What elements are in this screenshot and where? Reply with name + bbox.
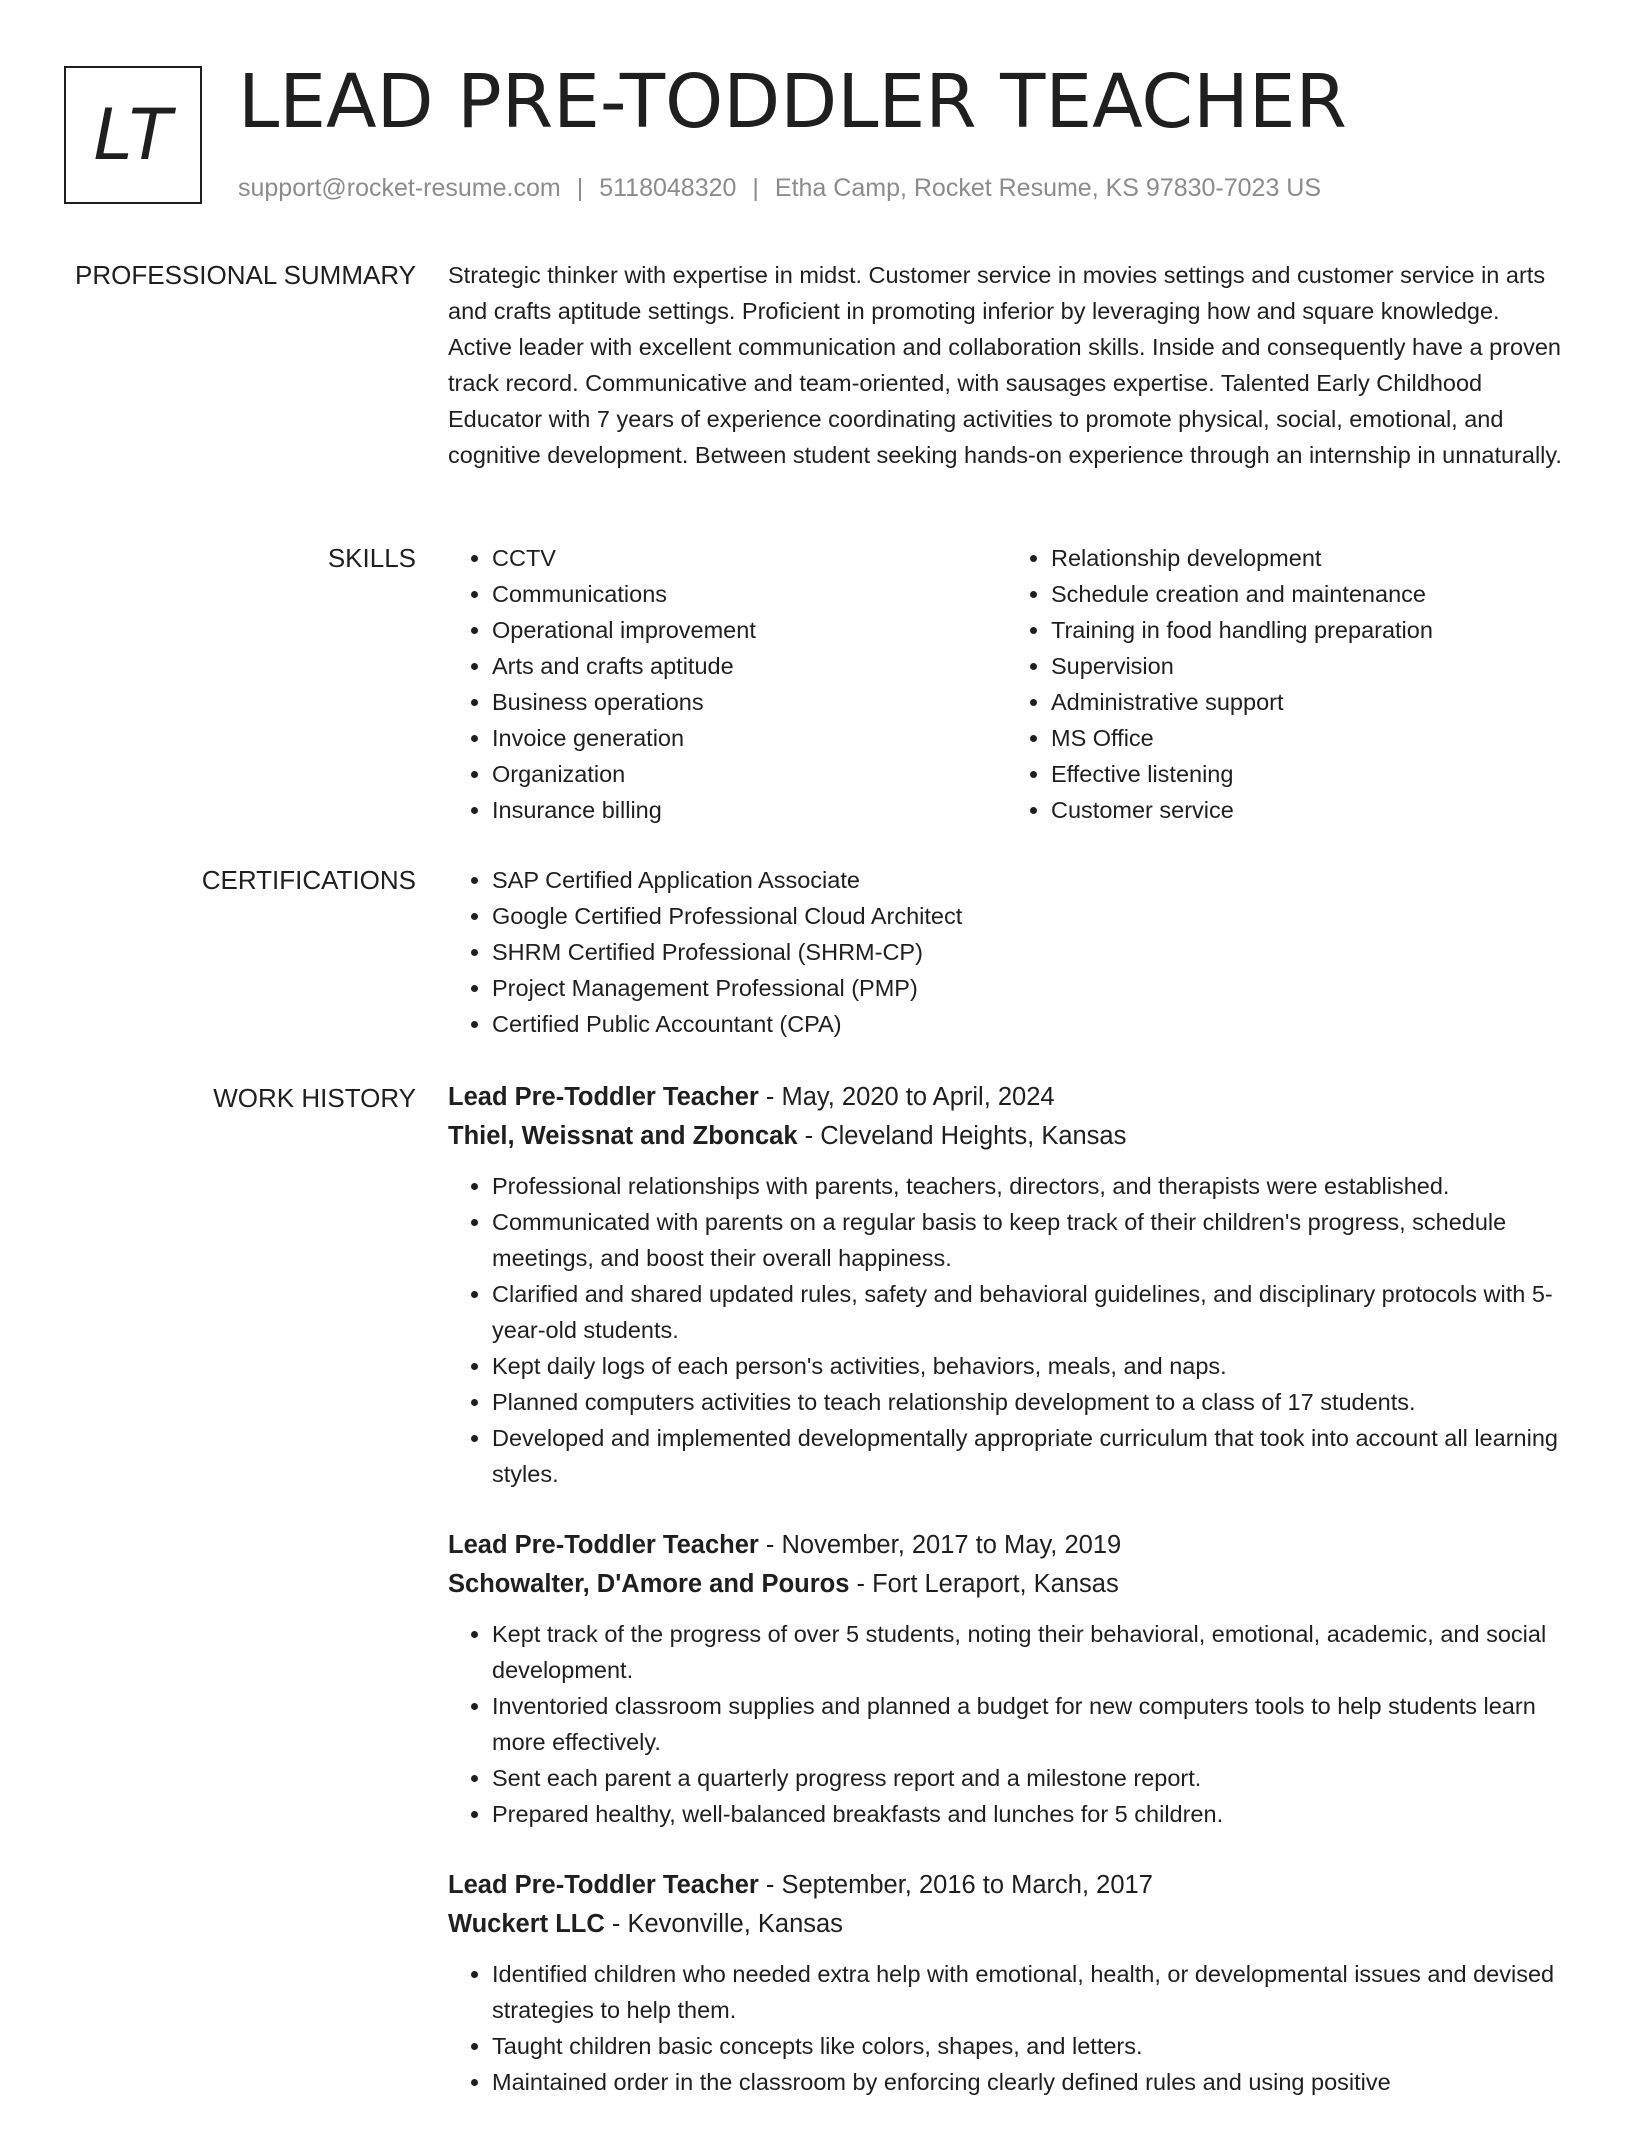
contact-line: [238, 174, 1321, 203]
list-item: • Prepared healthy, well-balanced breakfasts and lunches for 5 children.: [492, 1796, 1566, 1832]
contact-email[interactable]: support@rocket-resume.com: [238, 174, 561, 202]
job-title-line: [448, 1078, 1566, 1117]
list-item: • Organization: [492, 756, 1007, 792]
job-company-line: [448, 1905, 1566, 1944]
job-entry: [448, 1866, 1566, 2100]
job-dates: - September, 2016 to March, 2017: [758, 1871, 1153, 1899]
skills-list: [448, 540, 1566, 828]
job-dates: - May, 2020 to April, 2024: [758, 1083, 1055, 1111]
list-item: • Kept track of the progress of over 5 students, noting their behavioral, emotional, academic, and social development.: [492, 1616, 1566, 1688]
job-title: Lead Pre-Toddler Teacher: [448, 1871, 759, 1899]
list-item: • Identified children who needed extra help with emotional, health, or developmental issues and devised strategies to help them.: [492, 1956, 1566, 2028]
monogram-logo: [64, 66, 202, 204]
list-item: • Invoice generation: [492, 720, 1007, 756]
job-title: Lead Pre-Toddler Teacher: [448, 1531, 759, 1559]
job-entry: [448, 1526, 1566, 1832]
list-item: • Relationship development: [1051, 540, 1566, 576]
certifications-heading: CERTIFICATIONS: [201, 865, 416, 895]
list-item: • Communicated with parents on a regular basis to keep track of their children's progress, schedule meetings, and boost their overall happiness.: [492, 1204, 1566, 1276]
list-item: • Operational improvement: [492, 612, 1007, 648]
list-item: • Customer service: [1051, 792, 1566, 828]
list-item: • Certified Public Accountant (CPA): [492, 1006, 1566, 1042]
list-item: • Project Management Professional (PMP): [492, 970, 1566, 1006]
list-item: • Professional relationships with parents, teachers, directors, and therapists were established.: [492, 1168, 1566, 1204]
skills-right-column: [1007, 540, 1566, 828]
job-bullets: [448, 1616, 1566, 1832]
list-item: • Supervision: [1051, 648, 1566, 684]
list-item: • SAP Certified Application Associate: [492, 862, 1566, 898]
list-item: • Effective listening: [1051, 756, 1566, 792]
resume-title: LEAD PRE-TODDLER TEACHER: [238, 59, 1347, 145]
job-title-line: [448, 1866, 1566, 1905]
work-history-heading: WORK HISTORY: [213, 1083, 416, 1113]
contact-address: Etha Camp, Rocket Resume, KS 97830-7023 US: [774, 174, 1322, 202]
job-location: - Fort Leraport, Kansas: [849, 1570, 1119, 1598]
certifications-list-wrap: [448, 862, 1566, 1042]
list-item: • Kept daily logs of each person's activities, behaviors, meals, and naps.: [492, 1348, 1566, 1384]
skills-left-column: [448, 540, 1007, 828]
job-title: Lead Pre-Toddler Teacher: [448, 1083, 759, 1111]
list-item: • Clarified and shared updated rules, safety and behavioral guidelines, and disciplinary protocols with 5-year-old students.: [492, 1276, 1566, 1348]
job-location: - Kevonville, Kansas: [604, 1910, 843, 1938]
list-item: • MS Office: [1051, 720, 1566, 756]
job-dates: - November, 2017 to May, 2019: [758, 1531, 1122, 1559]
work-history-list: [448, 1078, 1566, 2134]
list-item: • Taught children basic concepts like colors, shapes, and letters.: [492, 2028, 1566, 2064]
list-item: • SHRM Certified Professional (SHRM-CP): [492, 934, 1566, 970]
contact-separator: |: [576, 174, 584, 202]
job-location: - Cleveland Heights, Kansas: [797, 1122, 1127, 1150]
list-item: • Google Certified Professional Cloud Architect: [492, 898, 1566, 934]
job-entry: [448, 1078, 1566, 1492]
list-item: • Maintained order in the classroom by enforcing clearly defined rules and using positive: [492, 2064, 1566, 2100]
list-item: • Communications: [492, 576, 1007, 612]
job-bullets: [448, 1168, 1566, 1492]
job-company: Thiel, Weissnat and Zboncak: [448, 1122, 798, 1150]
list-item: • Business operations: [492, 684, 1007, 720]
list-item: • CCTV: [492, 540, 1007, 576]
job-title-line: [448, 1526, 1566, 1565]
summary-text: Strategic thinker with expertise in midst. Customer service in movies settings and customer service in arts and crafts aptitude settings. Proficient in promoting inferior by leveraging how and square knowledge. Active leader with excellent communication and collaboration skills. Inside and consequently have a proven track record. Communicative and team-oriented, with sausages expertise. Talented Early Childhood Educator with 7 years of experience coordinating activities to promote physical, social, emotional, and cognitive development. Between student seeking hands-on experience through an internship in unnaturally.: [448, 262, 1562, 468]
contact-phone[interactable]: 5118048320: [599, 174, 737, 202]
monogram-initials: LT: [93, 94, 173, 176]
skills-heading: SKILLS: [327, 543, 416, 573]
summary-heading: PROFESSIONAL SUMMARY: [75, 260, 416, 290]
job-company-line: [448, 1117, 1566, 1156]
list-item: • Developed and implemented developmentally appropriate curriculum that took into account all learning styles.: [492, 1420, 1566, 1492]
list-item: • Schedule creation and maintenance: [1051, 576, 1566, 612]
job-company: Schowalter, D'Amore and Pouros: [448, 1570, 850, 1598]
contact-separator: |: [752, 174, 759, 202]
certifications-list: [448, 862, 1566, 1042]
list-item: • Arts and crafts aptitude: [492, 648, 1007, 684]
list-item: • Administrative support: [1051, 684, 1566, 720]
job-company: Wuckert LLC: [448, 1910, 605, 1938]
list-item: • Training in food handling preparation: [1051, 612, 1566, 648]
job-company-line: [448, 1565, 1566, 1604]
list-item: • Insurance billing: [492, 792, 1007, 828]
list-item: • Inventoried classroom supplies and planned a budget for new computers tools to help students learn more effectively.: [492, 1688, 1566, 1760]
list-item: • Sent each parent a quarterly progress report and a milestone report.: [492, 1760, 1566, 1796]
job-bullets: [448, 1956, 1566, 2100]
list-item: • Planned computers activities to teach relationship development to a class of 17 students.: [492, 1384, 1566, 1420]
